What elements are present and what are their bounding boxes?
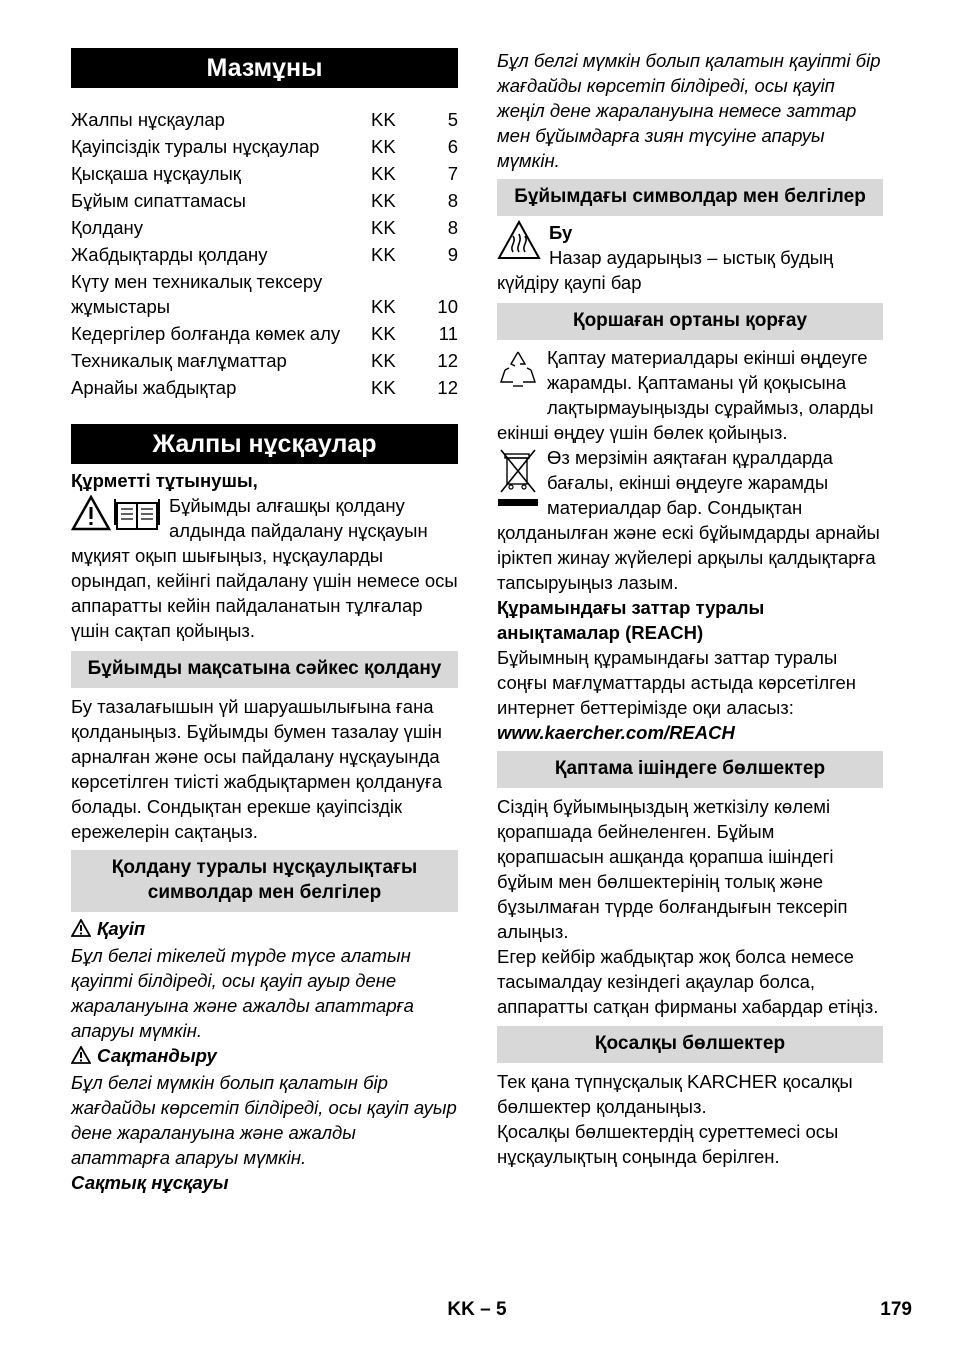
toc-entry-title: Жалпы нұсқаулар: [71, 109, 225, 130]
toc-entry-lang: KK: [371, 296, 396, 317]
weee-text: Өз мерзімін аяқтаған құралдарда бағалы, екінші өңдеуге жарамды материалдар бар. Сондықтан қолданылған және ескі бұйымдарды арнайы іріктеп жинау жүйелері арқылы қалдықтарға тапсыруыңыз лазым.: [497, 447, 880, 593]
weee-block: [497, 445, 883, 595]
toc-entry-title: Кедергілер болғанда көмек алу: [71, 323, 341, 344]
reach-text: Бұйымның құрамындағы заттар туралы соңғы мағлұматтарды астыда көрсетілген интернет беттерімізде оқи аласыз:: [497, 647, 857, 718]
warning-triangle-icon: [71, 1045, 91, 1070]
intended-use-heading: Бұйымды мақсатына сәйкес қолдану: [71, 651, 458, 688]
recycling-icon: [497, 348, 539, 396]
toc-entry-page: 12: [437, 377, 458, 398]
toc-row[interactable]: [71, 269, 458, 319]
intended-use-text: Бу тазалағышын үй шаруашылығына ғана қолданыңыз. Бұйымды бумен тазалау үшін арналған және осы пайдалану нұсқауында көрсетілген тиісті жабдықтармен қолдануға болады. Сондықтан ерекше қауіпсіздік ережелерін сақтаңыз.: [71, 696, 443, 842]
toc-entry-page: 8: [447, 217, 458, 238]
toc-entry-lang: KK: [371, 163, 396, 184]
table-of-contents: [71, 107, 458, 400]
warning-text: Бұл белгі мүмкін болып қалатын бір жағдайды көрсетіп білдіреді, осы қауіп ауыр дене жаралануына және ажалды апаттарға апаруы мүмкін.: [71, 1072, 457, 1168]
caution-title: Сақтық нұсқауы: [71, 1172, 229, 1193]
intro-text: Бұйымды алғашқы қолдану алдында пайдалану нұсқауын мұқият оқып шығыңыз, нұсқауларды орындап, кейінгі пайдалану үшін немесе осы аппаратты кейін пайдаланатын тұлғалар үшін сақтап қойыңыз.: [71, 495, 458, 641]
crossed-bin-icon: [497, 448, 539, 514]
warning-manual-icons: [71, 495, 161, 531]
toc-entry-page: 7: [447, 163, 458, 184]
danger-title-label: Қауіп: [97, 918, 146, 939]
toc-entry-lang: KK: [371, 350, 396, 371]
toc-entry-page: 6: [447, 136, 458, 157]
toc-row[interactable]: [71, 242, 458, 267]
warning-triangle-icon: [71, 918, 91, 943]
toc-row[interactable]: [71, 134, 458, 159]
toc-entry-page: 9: [447, 244, 458, 265]
read-manual-icon: [71, 495, 161, 531]
general-heading: Жалпы нұсқаулар: [71, 424, 458, 464]
packaging-text: Қаптау материалдары екінші өңдеуге жарамды. Қаптаманы үй қоқысына лақтырмауыңызды сұраймыз, оларды екінші өңдеу үшін бөлек қойыңыз.: [497, 347, 874, 443]
toc-row[interactable]: [71, 375, 458, 400]
toc-entry-title: Қауіпсіздік туралы нұсқаулар: [71, 136, 320, 157]
danger-text: Бұл белгі тікелей түрде түсе алатын қауіпті білдіреді, осы қауіп ауыр дене жаралануына және ажалды апаттарға апаруы мүмкін.: [71, 945, 414, 1041]
scope-text-1: Сіздің бұйымыңыздың жеткізілу көлемі қорапшада бейнеленген. Бұйым қорапшасын ашқанда қорапша ішіндегі бұйым мен бөлшектерінің толық және бұзылмаған түрде болғандығын тексеріп алыңыз.: [497, 796, 848, 942]
toc-entry-title: Техникалық мағлұматтар: [71, 350, 287, 371]
intro-block: [71, 493, 458, 643]
spare-parts-text-1: Тек қана түпнұсқалық KARCHER қосалқы бөлшектер қолданыңыз.: [497, 1071, 853, 1117]
toc-entry-lang: KK: [371, 377, 396, 398]
toc-entry-page: 5: [447, 109, 458, 130]
warning-title: [71, 1043, 458, 1070]
toc-entry-lang: KK: [371, 217, 396, 238]
reach-title: Құрамындағы заттар туралы анықтамалар (REACH): [497, 597, 765, 643]
toc-entry-page: 10: [437, 296, 458, 317]
right-column: [497, 48, 883, 1169]
toc-row[interactable]: [71, 188, 458, 213]
left-column: [71, 48, 458, 1195]
toc-entry-title: Жабдықтарды қолдану: [71, 244, 268, 265]
footer-label: KK – 5: [447, 1299, 507, 1320]
scope-text-2: Егер кейбір жабдықтар жоқ болса немесе тасымалдау кезіндегі ақаулар болса, аппаратты сатқан фирманы хабардар етіңіз.: [497, 946, 879, 1017]
environment-heading: Қоршаған ортаны қорғау: [497, 303, 883, 340]
steam-block: [497, 220, 883, 295]
spare-parts-heading: Қосалқы бөлшектер: [497, 1026, 883, 1063]
hot-steam-warning-icon: [497, 220, 541, 266]
steam-title: Бу: [549, 222, 573, 243]
toc-entry-title: Қысқаша нұсқаулық: [71, 163, 241, 184]
device-symbols-heading: Бұйымдағы символдар мен белгілер: [497, 179, 883, 216]
steam-text: Назар аударыңыз – ыстық будың күйдіру қаупі бар: [497, 247, 834, 293]
warning-title-label: Сақтандыру: [97, 1045, 217, 1066]
toc-entry-title: Күту мен техникалық тексеру жұмыстары: [71, 271, 323, 317]
scope-heading: Қаптама ішіндеге бөлшектер: [497, 751, 883, 788]
page-number: 179: [880, 1299, 912, 1320]
toc-entry-lang: KK: [371, 244, 396, 265]
toc-row[interactable]: [71, 321, 458, 346]
toc-row[interactable]: [71, 348, 458, 373]
reach-link[interactable]: www.kaercher.com/REACH: [497, 722, 735, 743]
toc-entry-title: Қолдану: [71, 217, 144, 238]
symbols-heading: Қолдану туралы нұсқаулықтағы символдар мен белгілер: [71, 850, 458, 912]
toc-heading: Мазмұны: [71, 48, 458, 88]
toc-row[interactable]: [71, 215, 458, 240]
packaging-block: [497, 345, 883, 445]
toc-entry-lang: KK: [371, 136, 396, 157]
toc-entry-title: Арнайы жабдықтар: [71, 377, 237, 398]
toc-entry-lang: KK: [371, 323, 396, 344]
toc-entry-title: Бұйым сипаттамасы: [71, 190, 246, 211]
greeting: Құрметті тұтынушы,: [71, 470, 258, 491]
toc-entry-page: 12: [437, 350, 458, 371]
danger-title: [71, 916, 458, 943]
spare-parts-text-2: Қосалқы бөлшектердің суреттемесі осы нұсқаулықтың соңында берілген.: [497, 1121, 839, 1167]
toc-entry-lang: KK: [371, 109, 396, 130]
toc-row[interactable]: [71, 107, 458, 132]
toc-entry-page: 11: [438, 323, 458, 344]
toc-entry-lang: KK: [371, 190, 396, 211]
toc-row[interactable]: [71, 161, 458, 186]
toc-entry-page: 8: [447, 190, 458, 211]
caution-text: Бұл белгі мүмкін болып қалатын қауіпті бір жағдайды көрсетіп білдіреді, осы қауіп жеңіл дене жаралануына немесе заттар мен бұйымдарға зиян түсуіне апаруы мүмкін.: [497, 50, 881, 171]
